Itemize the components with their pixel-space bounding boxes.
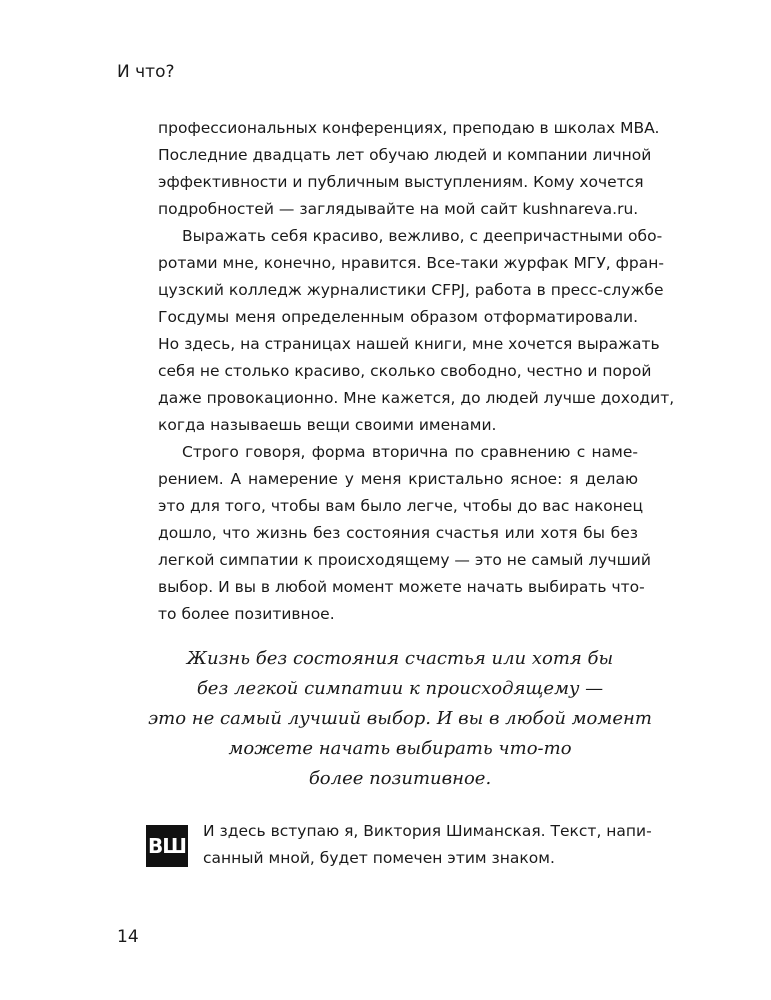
body-line: дошло, что жизнь без состояния счастья или хотя бы без [158,524,638,542]
author-note [203,818,652,872]
page-number: 14 [117,927,139,947]
quote-line: это не самый лучший выбор. И вы в любой момент [148,708,652,729]
note-line: санный мной, будет помечен этим знаком. [203,849,555,867]
body-line: Последние двадцать лет обучаю людей и компании личной [158,146,652,164]
body-line: то более позитивное. [158,605,335,623]
body-text [158,115,675,628]
body-line: цузский колледж журналистики CFPJ, работа в пресс-службе [158,281,664,299]
body-line: даже провокационно. Мне кажется, до людей лучше доходит, [158,389,675,407]
quote-line: без легкой симпатии к происходящему — [196,678,604,699]
body-line: эффективности и публичным выступлениям. Кому хочется [158,173,644,191]
body-line: себя не столько красиво, сколько свободно, честно и порой [158,362,652,380]
body-line: рением. А намерение у меня кристально ясное: я делаю [158,470,638,488]
body-line: это для того, чтобы вам было легче, чтобы до вас наконец [158,497,644,515]
body-line: когда называешь вещи своими именами. [158,416,497,434]
quote-line: Жизнь без состояния счастья или хотя бы [186,648,614,669]
author-badge-icon: ВШ [146,825,188,867]
note-line: И здесь вступаю я, Виктория Шиманская. Текст, напи- [203,822,652,840]
body-line: Выражать себя красиво, вежливо, с деепричастными обо- [182,227,663,245]
body-line: легкой симпатии к происходящему — это не самый лучший [158,551,651,569]
body-line: Но здесь, на страницах нашей книги, мне хочется выражать [158,335,660,353]
body-line: профессиональных конференциях, преподаю в школах MBA. [158,119,660,137]
body-line: подробностей — заглядывайте на мой сайт kushnareva.ru. [158,200,639,218]
quote-line: более позитивное. [308,768,492,789]
body-line: ротами мне, конечно, нравится. Все-таки журфак МГУ, фран- [158,254,664,272]
quote-line: можете начать выбирать что-то [228,738,572,759]
pull-quote [130,644,670,794]
running-head: И что? [117,62,175,82]
body-line: выбор. И вы в любой момент можете начать выбирать что- [158,578,645,596]
body-line: Госдумы меня определенным образом отформатировали. [158,308,638,326]
body-line: Строго говоря, форма вторична по сравнению с наме- [182,443,638,461]
